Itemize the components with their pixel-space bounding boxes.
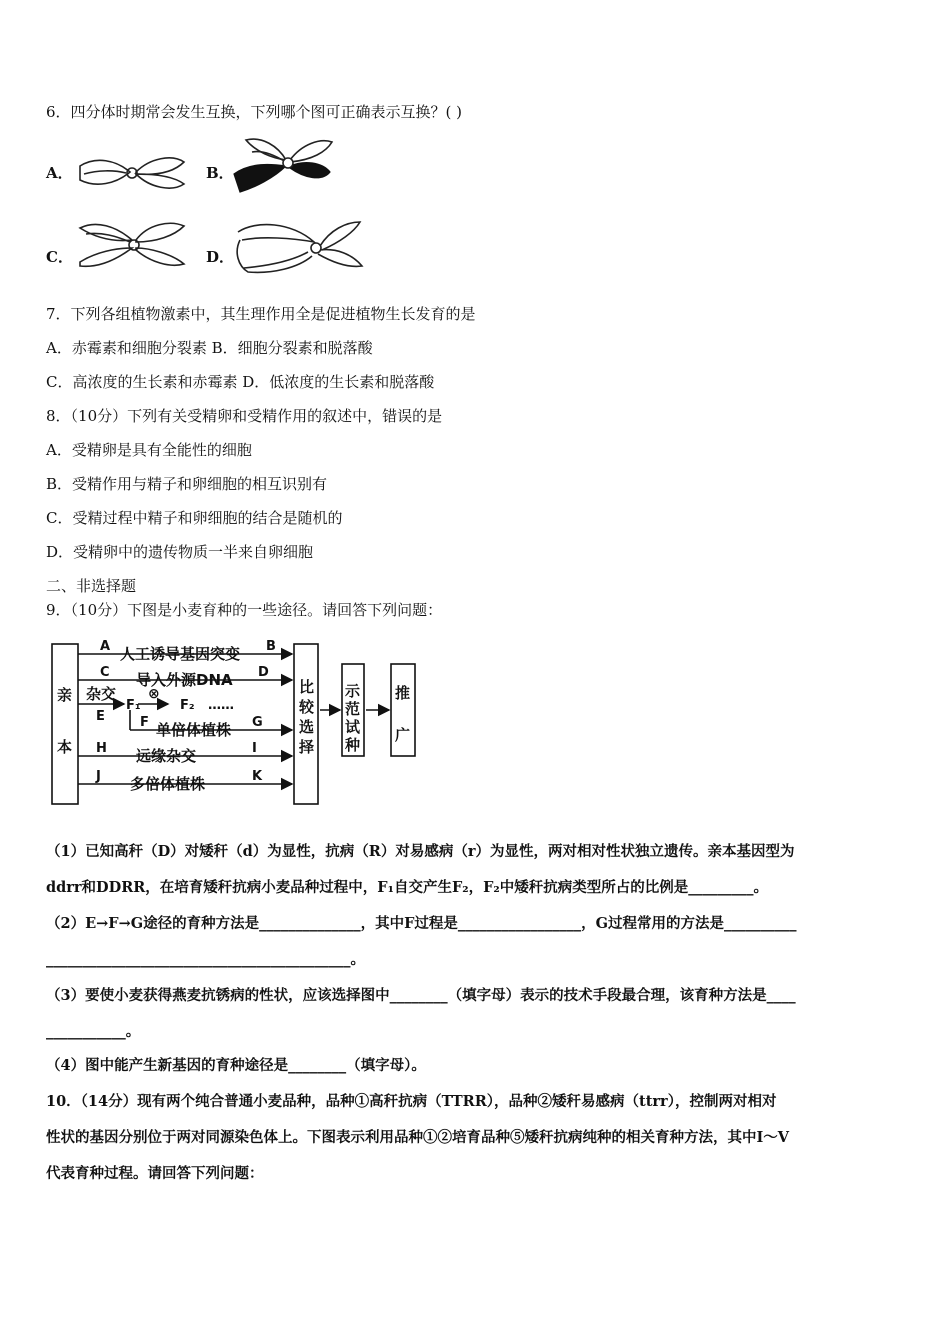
q9-part-1-line-2: ddrr和DDRR，在培育矮秆抗病小麦品种过程中，F₁自交产生F₂，F₂中矮秆抗病类型所占的比例是_________。 xyxy=(46,879,768,896)
selfing-icon: ⊗ xyxy=(148,686,160,702)
compare-char-4: 择 xyxy=(299,738,315,756)
route-a-label: A xyxy=(100,639,111,654)
route-f-text: 单倍体植株 xyxy=(156,721,232,739)
q9-part-1-line-1: （1）已知高秆（D）对矮秆（d）为显性，抗病（R）对易感病（r）为显性，两对相对性状独立遗传。亲本基因型为 xyxy=(46,843,795,860)
q7-stem: 7．下列各组植物激素中，其生理作用全是促进植物生长发育的是 xyxy=(46,305,476,323)
parent-char-2: 本 xyxy=(57,738,73,756)
route-c-label: C xyxy=(100,665,110,680)
demo-char-1: 示 xyxy=(345,682,361,700)
route-d-label: D xyxy=(258,665,269,680)
q10-line-2: 性状的基因分别位于两对同源染色体上。下图表示利用品种①②培育品种⑤矮秆抗病纯种的相关育种方法，其中Ⅰ～Ⅴ xyxy=(46,1129,790,1146)
promote-char-1: 推 xyxy=(395,684,411,702)
continuation-dots: …… xyxy=(208,698,234,713)
q7-options-line-1: A．赤霉素和细胞分裂素 B．细胞分裂素和脱落酸 xyxy=(46,339,373,357)
demo-char-3: 试 xyxy=(345,718,361,736)
q8-option-c: C．受精过程中精子和卵细胞的结合是随机的 xyxy=(46,509,343,527)
parent-box xyxy=(52,644,78,804)
q9-part-2-line-2: __________________________________________。 xyxy=(46,951,365,968)
q8-option-d: D．受精卵中的遗传物质一半来自卵细胞 xyxy=(46,543,314,561)
route-f-label: F xyxy=(140,715,149,730)
cross-label: 杂交 xyxy=(86,685,117,703)
q8-option-a: A．受精卵是具有全能性的细胞 xyxy=(46,441,252,459)
parent-char-1: 亲 xyxy=(57,686,73,704)
route-b-label: B xyxy=(266,639,276,654)
q6-option-d-label: D． xyxy=(206,248,235,266)
route-i-label: I xyxy=(252,741,257,756)
chromosome-figure-a xyxy=(76,152,188,194)
chromosome-figure-d xyxy=(232,216,366,278)
chromosome-figure-c xyxy=(76,218,188,278)
f1-label: F₁ xyxy=(126,698,141,713)
compare-char-1: 比 xyxy=(299,678,315,696)
q6-option-a-label: A． xyxy=(46,164,73,182)
q10-line-1: 10．（14分）现有两个纯合普通小麦品种，品种①高秆抗病（TTRR），品种②矮秆易感病（ttrr），控制两对相对 xyxy=(46,1093,777,1110)
route-h-label: H xyxy=(96,741,107,756)
route-h-text: 远缘杂交 xyxy=(136,747,197,765)
q9-part-3-line-1: （3）要使小麦获得燕麦抗锈病的性状，应该选择图中________（填字母）表示的技术手段最合理，该育种方法是____ xyxy=(46,987,796,1004)
q9-part-4: （4）图中能产生新基因的育种途径是________（填字母）。 xyxy=(46,1057,426,1074)
demo-char-4: 种 xyxy=(345,736,361,754)
q7-options-line-2: C．高浓度的生长素和赤霉素 D．低浓度的生长素和脱落酸 xyxy=(46,373,435,391)
demo-char-2: 范 xyxy=(345,700,361,718)
q6-option-b-label: B． xyxy=(206,164,234,182)
q9-part-2-line-1: （2）E→F→G途径的育种方法是______________，其中F过程是_________________，G过程常用的方法是__________ xyxy=(46,915,797,932)
f2-label: F₂ xyxy=(180,698,195,713)
promote-char-2: 广 xyxy=(395,726,411,744)
q10-line-3: 代表育种过程。请回答下列问题： xyxy=(46,1165,264,1182)
q6-stem: 6．四分体时期常会发生互换，下列哪个图可正确表示互换？( ) xyxy=(46,103,463,121)
route-a-text: 人工诱导基因突变 xyxy=(120,645,241,663)
q6-option-c-label: C． xyxy=(46,248,73,266)
q8-option-b: B．受精作用与精子和卵细胞的相互识别有 xyxy=(46,475,328,493)
chromosome-figure-b xyxy=(232,134,336,198)
route-e-label: E xyxy=(96,709,105,724)
q8-stem: 8．（10分）下列有关受精卵和受精作用的叙述中，错误的是 xyxy=(46,407,443,425)
route-j-label: J xyxy=(96,769,101,784)
section-heading: 二、非选择题 xyxy=(46,577,137,595)
route-j-text: 多倍体植株 xyxy=(130,775,206,793)
route-c-text: 导入外源DNA xyxy=(136,671,233,689)
route-k-label: K xyxy=(252,769,263,784)
route-g-label: G xyxy=(252,715,263,730)
q9-part-3-line-2: ___________。 xyxy=(46,1023,141,1040)
breeding-pathway-diagram xyxy=(48,634,420,810)
compare-char-2: 较 xyxy=(299,698,315,716)
q9-stem: 9．（10分）下图是小麦育种的一些途径。请回答下列问题： xyxy=(46,601,443,619)
compare-char-3: 选 xyxy=(299,718,315,736)
